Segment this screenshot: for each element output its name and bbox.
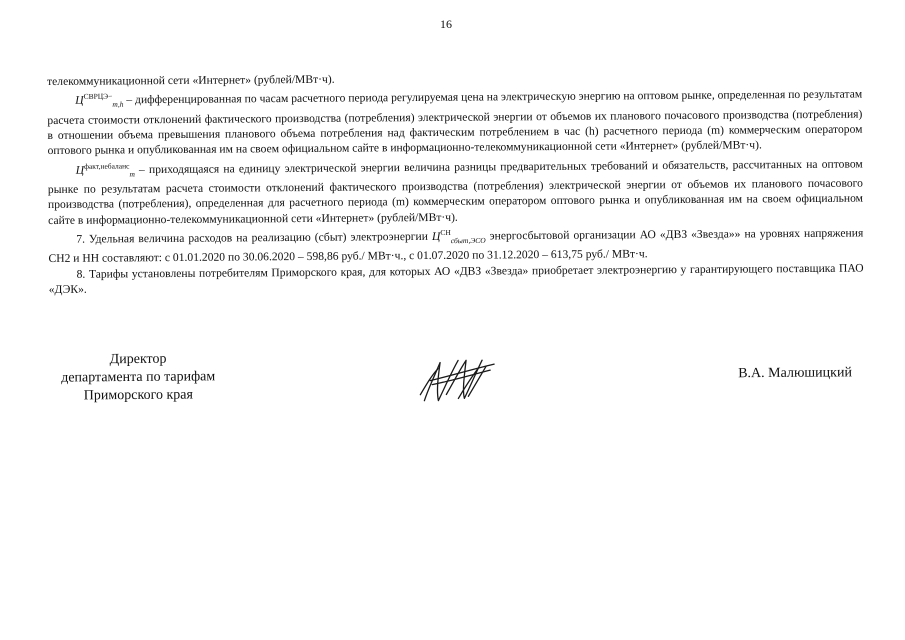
signer-name: В.А. Малюшицкий	[738, 365, 852, 382]
signer-position: Директор департамента по тарифам Приморского края	[61, 351, 216, 404]
page-number: 16	[440, 17, 452, 31]
formula-symbol: $Ц^{факт,небаланс}_m$	[75, 161, 135, 179]
paragraph-item-7: 7. Удельная величина расходов на реализацию (сбыт) электроэнергии $Ц^{СН}_{сбыт,ЭСО}$ энергосбытовой организации АО «ДВЗ «Звезда»» на уровнях напряжения СН2 и НН составляют: с 01.01.2020 по 30.06.2020 – 598,86 руб./ МВт·ч., с 01.07.2020 по 31.12.2020 – 613,75 руб./ МВт·ч.	[48, 226, 864, 266]
signature-block	[0, 345, 905, 422]
paragraph-imbalance-definition	[48, 152, 864, 228]
paragraph-continuation: телекоммуникационной сети «Интернет» (рублей/МВт·ч).	[47, 72, 335, 88]
definition-text: – дифференцированная по часам расчетного периода регулируемая цена на электрическую энергию на оптовом рынке, определенная по результатам расчета стоимости отклонений фактического производства (потребления) электрической энергии от объемов их планового почасового производства (потребления) в отношении объема превышения планового объема потребления над фактическим потреблением в час (h) расчетного периода (m) коммерческим оператором оптового рынка и опубликованная им на своем официальном сайте в информационно-телекоммуникационной сети «Интернет» (рублей/МВт·ч).	[47, 87, 863, 158]
paragraph-item-8: 8. Тарифы установлены потребителям Приморского края, для которых АО «ДВЗ «Звезда» приобретает электроэнергию у гарантирующего поставщика ПАО «ДЭК».	[48, 261, 864, 297]
definition-text: – приходящаяся на единицу электрической энергии величина разницы предварительных требований и обязательств, рассчитанных на оптовом рынке по результатам расчета стоимости отклонений фактического производства (потребления) электрической энергии от объемов их планового почасового производства (потребления), определенная для расчетного периода (m) коммерческим оператором оптового рынка и опубликованная им на своем официальном сайте в информационно-телекоммуникационной сети «Интернет» (рублей/МВт·ч).	[47, 157, 864, 227]
handwritten-signature	[418, 354, 498, 407]
document-body	[47, 68, 864, 298]
formula-symbol: $Ц^{СН}_{сбыт,ЭСО}$	[431, 227, 486, 246]
formula-symbol: $Ц^{СВРЦЭ-}_{m,h}$	[75, 91, 124, 109]
paragraph-svrtse-definition	[47, 83, 863, 159]
